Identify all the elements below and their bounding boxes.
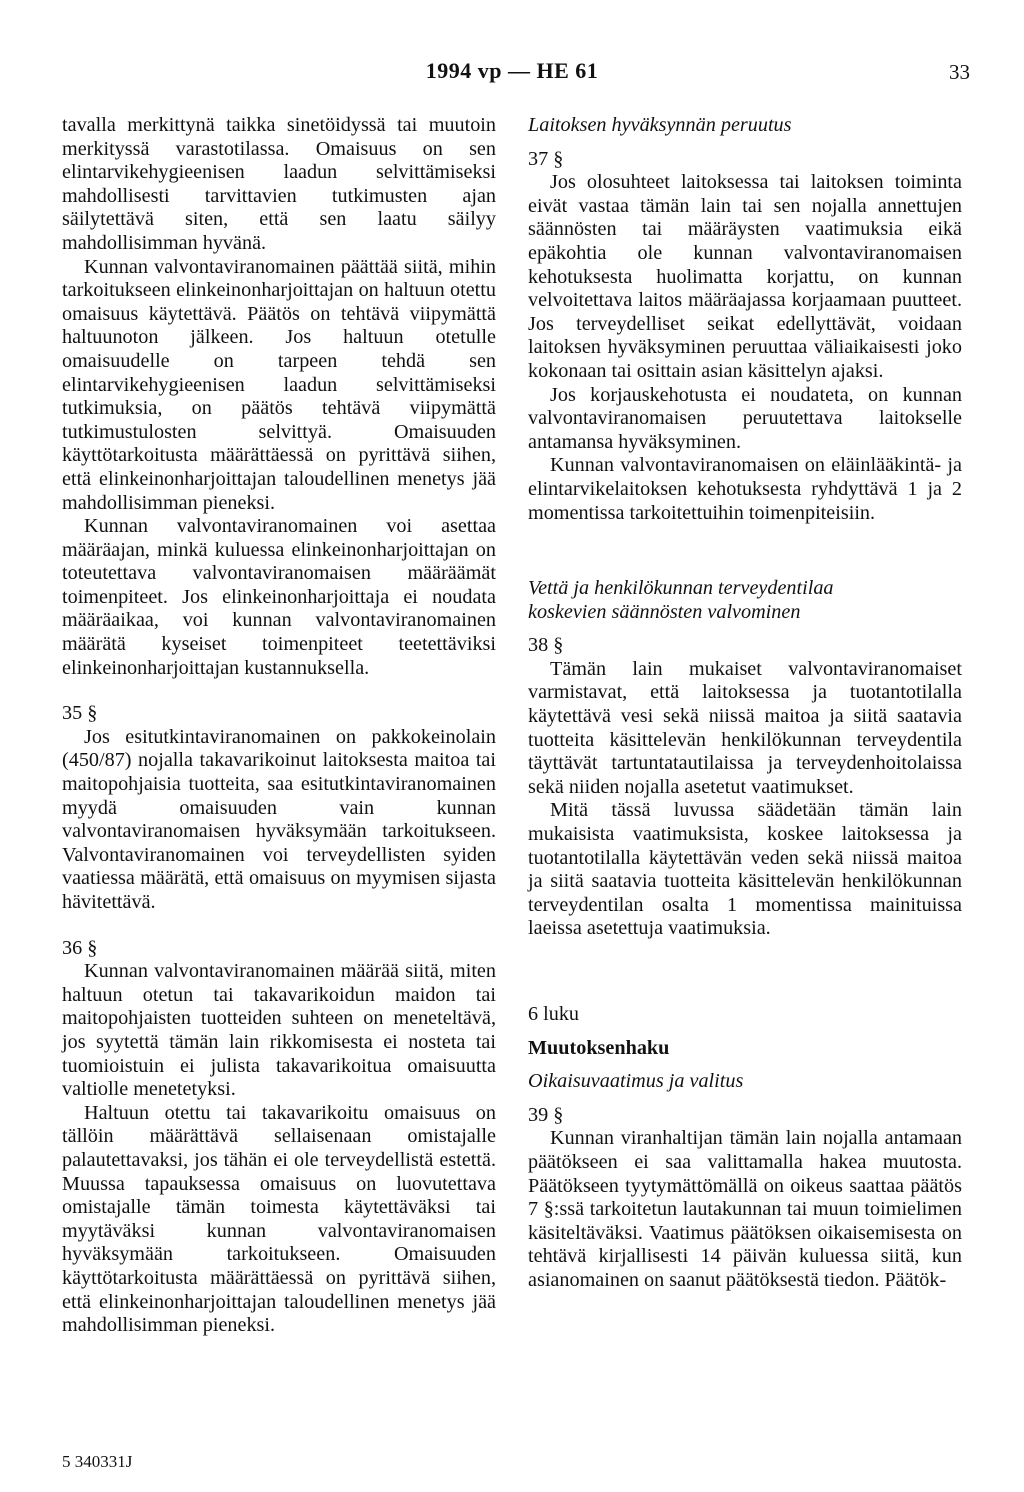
paragraph: Kunnan viranhaltijan tämän lain nojalla antamaan päätökseen ei saa valittamalla hakea muutosta. Päätökseen tyytymättömällä on oikeus saattaa päätös 7 §:ssä tarkoitetun lautakunnan tai muun toimielimen käsiteltäväksi. Vaatimus päätöksen oikaisemisesta on tehtävä kirjallisesti 14 päivän kuluessa siitä, kun asianomainen on saanut päätöksestä tiedon. Päätök- [528,1127,962,1291]
paragraph: Kunnan valvontaviranomainen päättää siitä, mihin tarkoitukseen elinkeinonharjoittajan on haltuun otettu omaisuus käytettävä. Päätös on tehtävä viipymättä haltuunoton jälkeen. Jos haltuun otetulle omaisuudelle on tarpeen tehdä sen elintarvikehygieenisen laadun selvittämiseksi tutkimuksia, on päätös tehtävä viipymättä tutkimustulosten selvittyä. Omaisuuden käyttötarkoitusta määrättäessä on pyrittävä siihen, että elinkeinonharjoittajan taloudellinen menetys jää mahdollisimman pieneksi. [62,255,496,514]
section-number: 39 § [528,1103,564,1126]
paragraph: Mitä tässä luvussa säädetään tämän lain mukaisista vaatimuksista, koskee laitoksessa ja tuotantotilalla käytettävän veden sekä niissä maitoa ja siitä saatavia tuotteita käsittelevän henkilökunnan terveydentilan osalta 1 momentissa mainituissa laeissa asetettuja vaatimuksia. [528,799,962,940]
chapter-title: 6 luku [528,1003,580,1025]
paragraph: Jos korjauskehotusta ei noudateta, on kunnan valvontaviranomaisen peruutettava laitokselle antamansa hyväksyminen. [528,383,962,453]
section-number: 38 § [528,634,564,657]
section-heading: Oikaisuvaatimus ja valitus [528,1070,744,1093]
footer-code: 5 340331J [62,1452,133,1471]
page-number: 33 [949,60,970,84]
paragraph: Tämän lain mukaiset valvontaviranomaiset varmistavat, että laitoksessa ja tuotantotilalla käytettävä vesi sekä niissä maitoa ja siitä saatavia tuotteita käsittelevän henkilökunnan terveydentila täyttävät tartuntatautilaissa ja terveydenhoitolaissa sekä niiden nojalla asetetut vaatimukset. [528,657,962,798]
section-heading: koskevien säännösten valvominen [528,600,801,623]
paragraph: Kunnan valvontaviranomainen määrää siitä, miten haltuun otetun tai takavarikoidun maidon tai maitopohjaisten tuotteiden suhteen on meneteltävä, jos syytettä tämän lain rikkomisesta ei nosteta tai tuomioistuin ei julista takavarikoitua omaisuutta valtiolle menetetyksi. [62,960,496,1101]
paragraph: Jos olosuhteet laitoksessa tai laitoksen toiminta eivät vastaa tämän lain tai sen nojalla annettujen säännösten tai määräysten vaatimuksia eikä epäkohtia ole kunnan valvontaviranomaisen kehotuksesta huolimatta korjattu, on kunnan velvoitettava laitos määräajassa korjaamaan puutteet. Jos terveydelliset seikat edellyttävät, voidaan laitoksen hyväksyminen peruuttaa väliaikaisesti joko kokonaan tai osittain asian käsittelyn ajaksi. [528,171,962,382]
page-header [0,58,1024,88]
left-column [62,114,496,1338]
paragraph: tavalla merkittynä taikka sinetöidyssä tai muutoin merkityssä varastotilassa. Omaisuus on sen elintarvikehygieenisen laadun selvittämiseksi mahdollisesti tarvittavien tutkimusten ajan säilytettävä siten, että sen laatu säilyy mahdollisimman hyvänä. [62,114,496,254]
section-heading: Laitoksen hyväksynnän peruutus [528,114,792,136]
right-column [528,114,962,1293]
section-heading: Vettä ja henkilökunnan terveydentilaa [528,577,834,600]
document-title: 1994 vp — HE 61 [425,58,599,83]
chapter-name: Muutoksenhaku [528,1036,670,1059]
paragraph: Haltuun otettu tai takavarikoitu omaisuus on tällöin määrättävä sellaisenaan omistajalle palautettavaksi, jos tähän ei ole terveydellistä estettä. Muussa tapauksessa omaisuus on luovutettava omistajalle tämän toimesta käytettäväksi tai myytäväksi kunnan valvontaviranomaisen hyväksymään tarkoitukseen. Omaisuuden käyttötarkoitusta määrättäessä on pyrittävä siihen, että elinkeinonharjoittajan taloudellinen menetys jää mahdollisimman pieneksi. [62,1101,496,1337]
paragraph: Kunnan valvontaviranomainen voi asettaa määräajan, minkä kuluessa elinkeinonharjoittajan on toteutettava valvontaviranomaisen määräämät toimenpiteet. Jos elinkeinonharjoittaja ei noudata määräaikaa, voi kunnan valvontaviranomainen määrätä kyseiset toimenpiteet teetettäviksi elinkeinonharjoittajan kustannuksella. [62,515,496,679]
section-number: 35 § [62,702,98,725]
section-number: 37 § [528,147,564,170]
section-number: 36 § [62,936,98,959]
paragraph: Kunnan valvontaviranomaisen on eläinlääkintä- ja elintarvikelaitoksen kehotuksesta ryhdyttävä 1 ja 2 momentissa tarkoitettuihin toimenpiteisiin. [528,454,962,524]
paragraph: Jos esitutkintaviranomainen on pakkokeinolain (450/87) nojalla takavarikoinut laitoksesta maitoa tai maitopohjaisia tuotteita, saa esitutkintaviranomainen myydä omaisuuden vain kunnan valvontaviranomaisen hyväksymään tarkoitukseen. Valvontaviranomainen voi terveydellisten syiden vaatiessa määrätä, että omaisuus on myymisen sijasta hävitettävä. [62,725,496,913]
